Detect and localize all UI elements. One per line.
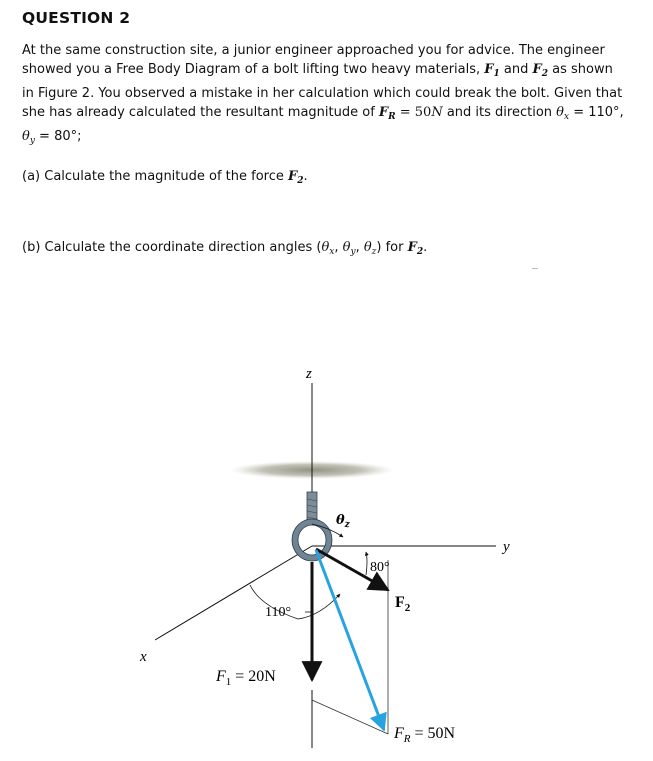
eyebolt-ring-inner <box>298 525 326 555</box>
z-axis-label: z <box>306 366 312 382</box>
theta-y-subscript: y <box>29 136 35 146</box>
question-b-text: ) for <box>376 240 408 255</box>
theta-subscript: x <box>329 247 335 257</box>
question-a-subscript: 2 <box>297 176 304 186</box>
question-a-end: . <box>303 169 308 184</box>
fr-label-subscript: R <box>403 733 411 745</box>
fr-label-value: = 50N <box>410 725 456 742</box>
question-b-end: . <box>423 240 428 255</box>
fr-unit: N <box>431 105 443 120</box>
f1-label-value: = 20N <box>231 668 276 685</box>
theta-z-subscript: z <box>344 520 350 530</box>
y-axis-label: y <box>503 539 510 555</box>
f1-label <box>215 668 276 688</box>
statement-text: showed you a Free Body Diagram of a bolt lifting two heavy materials, <box>22 62 485 77</box>
f2-label <box>395 594 411 614</box>
theta-x-value: = 110°, <box>569 105 624 120</box>
statement-line-1: At the same construction site, a junior engineer approached you for advice. The engineer <box>22 43 605 58</box>
fr-arrow <box>316 550 384 730</box>
question-b: (b) Calculate the coordinate direction angles ($\theta_x$, $\theta_y$, $\theta_z$) for $F_2$. <box>22 240 428 257</box>
theta-subscript: y <box>350 247 356 257</box>
f1-label-subscript: 1 <box>225 676 232 688</box>
angle-110-label: 110° <box>265 605 292 620</box>
theta-y-symbol: θ <box>22 129 30 144</box>
f1-symbol: F <box>484 62 494 77</box>
statement-text: and <box>499 62 533 77</box>
angle-80-arc <box>366 552 367 575</box>
f1-subscript: 1 <box>493 69 500 79</box>
question-b-subscript: 2 <box>416 247 424 257</box>
f2-label-subscript: 2 <box>404 602 411 614</box>
theta-y-value: = 80°; <box>34 129 82 144</box>
f2-subscript: 2 <box>541 69 548 79</box>
fr-symbol: F <box>378 105 389 120</box>
fr-label <box>393 725 456 745</box>
question-a-symbol: F <box>288 169 298 184</box>
question-a-text: (a) Calculate the magnitude of the force <box>22 169 289 184</box>
theta-z-symbol: θ <box>336 513 345 528</box>
x-axis <box>155 546 312 640</box>
fr-subscript: R <box>388 112 396 122</box>
f2-label-symbol: F <box>395 594 405 611</box>
theta-x-symbol: θ <box>556 105 564 120</box>
theta-symbol: θ <box>342 240 351 255</box>
question-heading: QUESTION 2 <box>22 9 131 27</box>
fr-value: = 50 <box>395 105 432 120</box>
question-b-text: (b) Calculate the coordinate direction angles ( <box>22 240 322 255</box>
question-b-symbol: F <box>407 240 417 255</box>
theta-symbol: θ <box>321 240 330 255</box>
theta-symbol: θ <box>363 240 372 255</box>
theta-x-subscript: x <box>563 112 570 122</box>
f1-label-symbol: F <box>216 668 226 685</box>
angle-80-label: 80° <box>370 560 390 575</box>
construction-line <box>312 700 388 734</box>
theta-z-label <box>336 513 351 530</box>
statement-text: she has already calculated the resultant magnitude of <box>22 105 379 120</box>
statement-line-3: in Figure 2. You observed a mistake in her calculation which could break the bolt. Given that <box>22 86 623 101</box>
theta-subscript: z <box>371 247 377 257</box>
statement-text: and its direction <box>442 105 557 120</box>
fr-label-symbol: F <box>394 725 404 742</box>
x-axis-label: x <box>140 649 147 665</box>
f2-symbol: F <box>532 62 542 77</box>
statement-text: as shown <box>548 62 613 77</box>
angle-110-arc <box>250 585 340 619</box>
